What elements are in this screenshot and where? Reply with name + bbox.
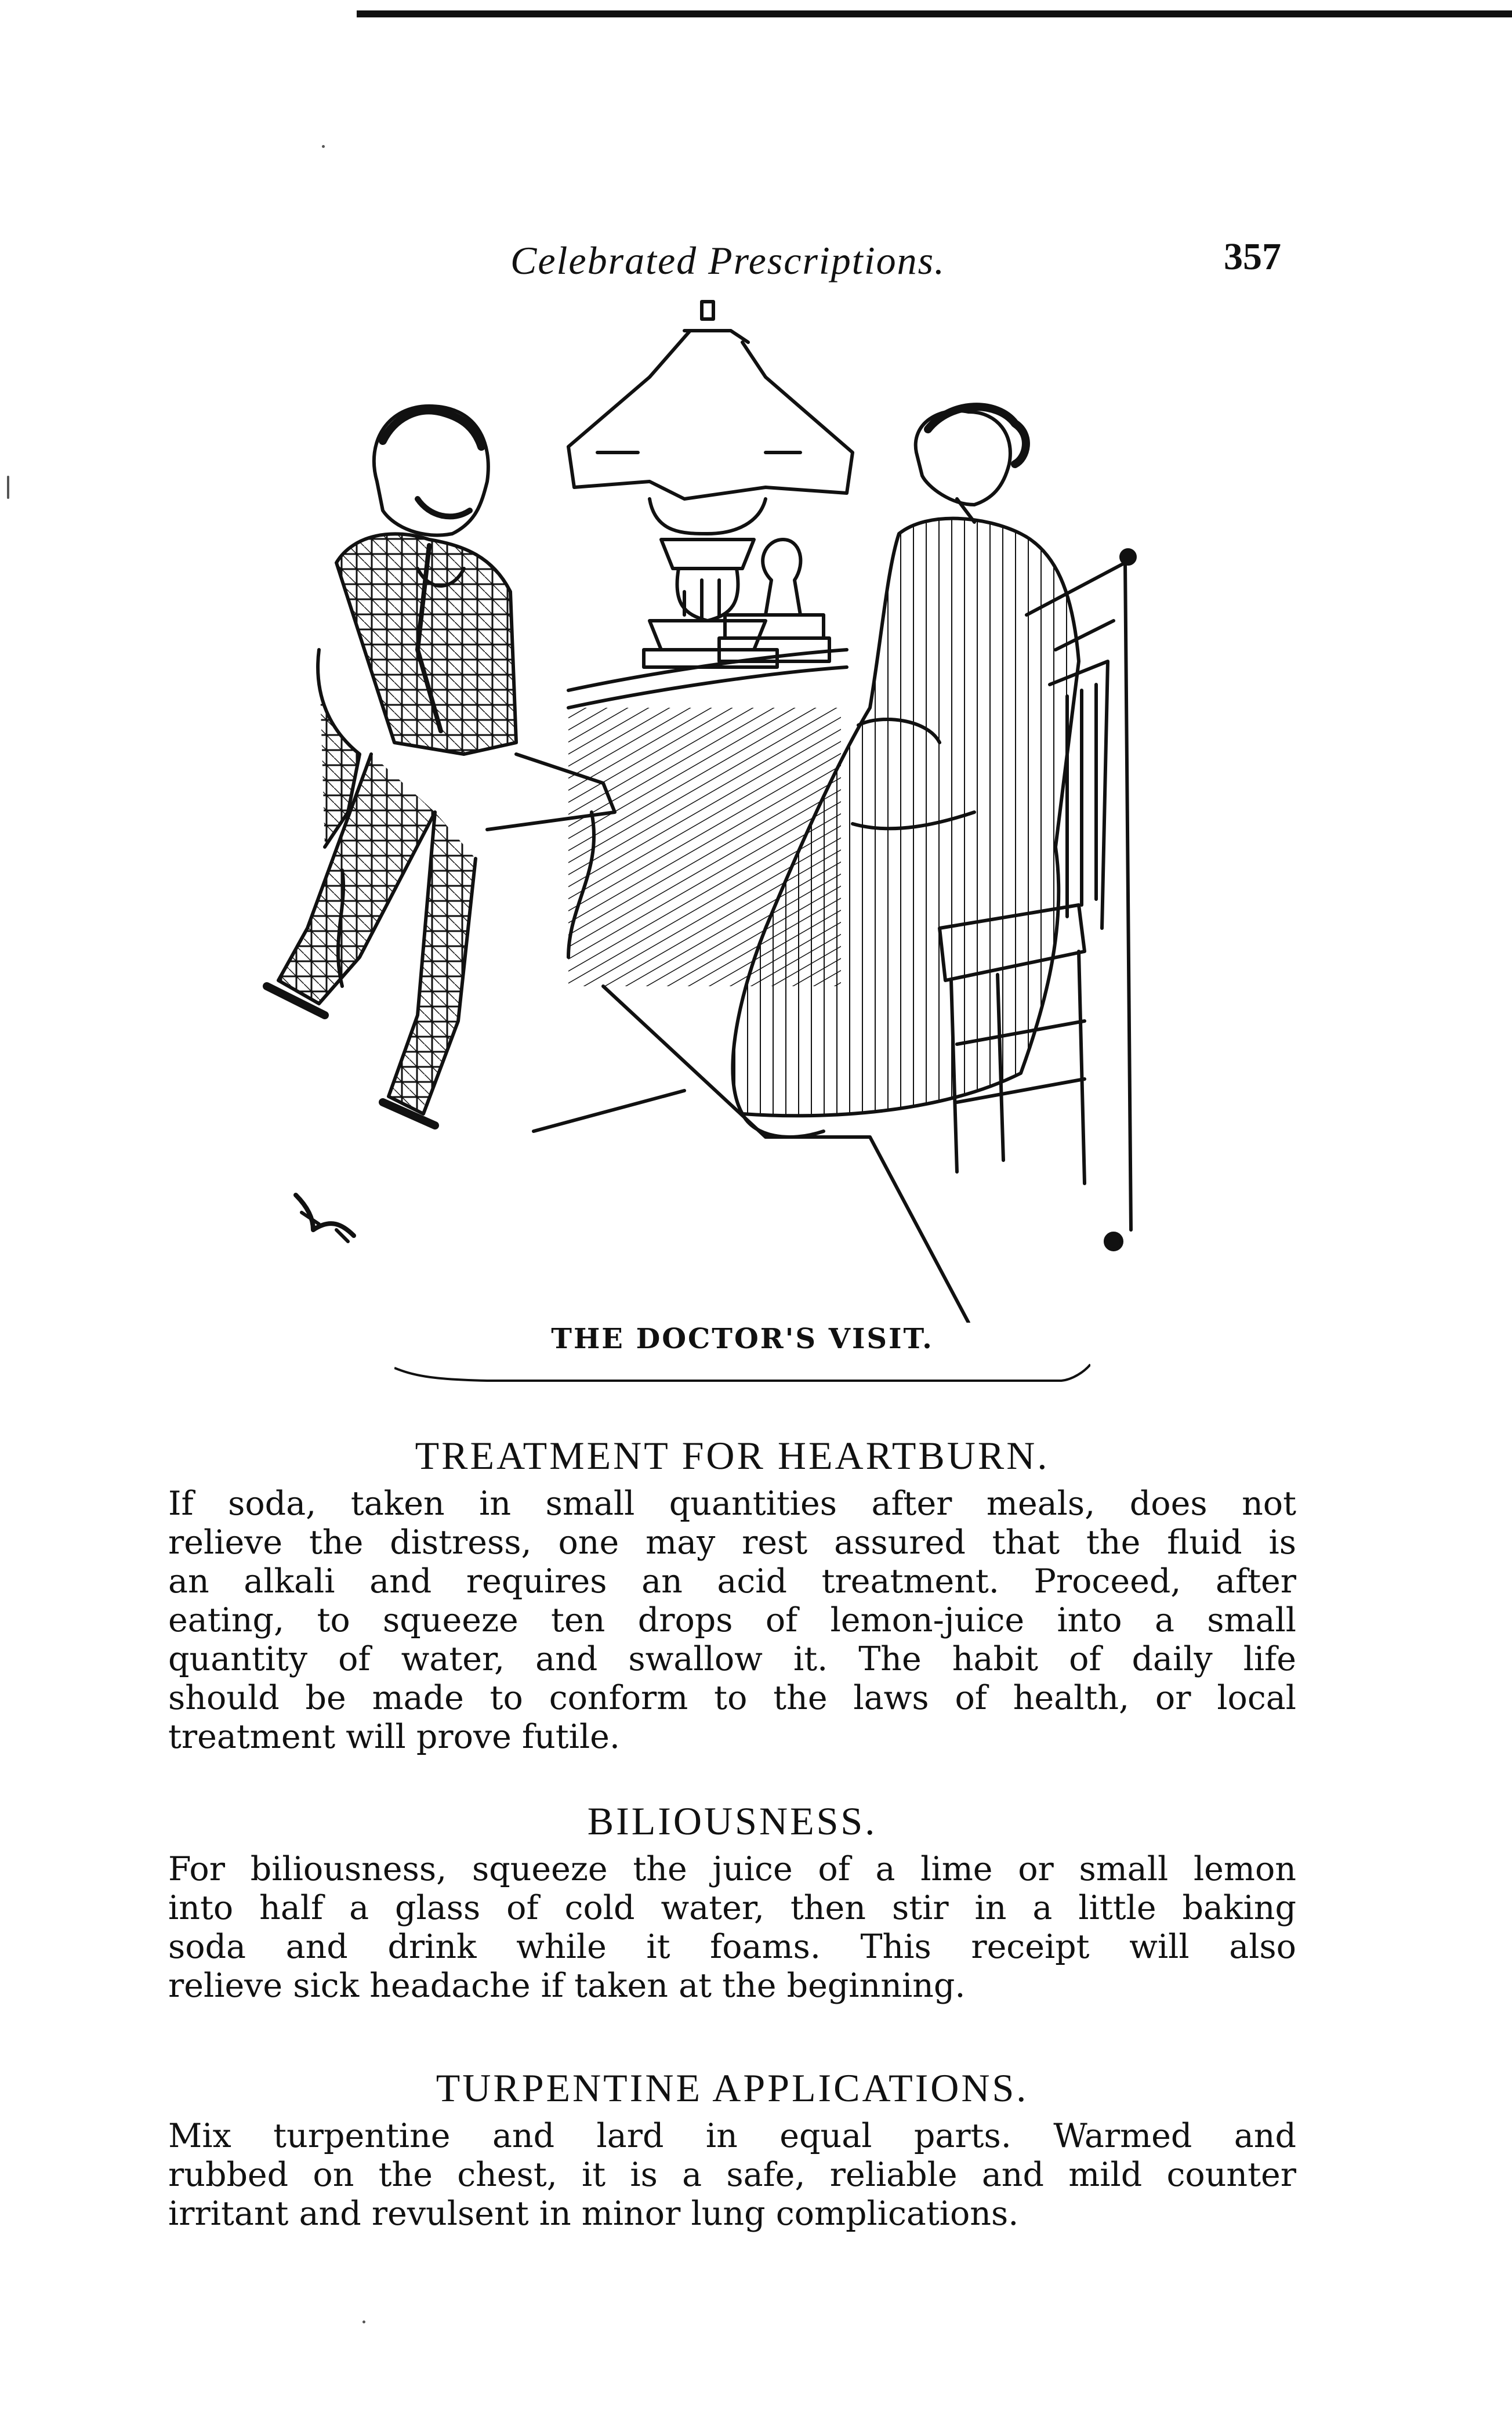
paper-speck xyxy=(7,476,9,499)
text-line: relieve sick headache if taken at the beginning. xyxy=(168,1967,966,2005)
text-line: quantity of water, and swallow it. The habit of daily life xyxy=(168,1640,1296,1678)
doctors-visit-illustration xyxy=(244,290,1259,1323)
text-line: irritant and revulsent in minor lung complications. xyxy=(168,2195,1019,2233)
paper-speck xyxy=(322,145,325,148)
top-rule xyxy=(357,10,1512,17)
section-heading: TREATMENT FOR HEARTBURN. xyxy=(415,1433,1050,1478)
text-line: For biliousness, squeeze the juice of a lime or small lemon xyxy=(168,1850,1296,1888)
section-turpentine xyxy=(168,2065,1296,2233)
text-line: soda and drink while it foams. This receipt will also xyxy=(168,1928,1296,1966)
text-line: an alkali and requires an acid treatment. Proceed, after xyxy=(168,1562,1296,1601)
running-title: Celebrated Prescriptions. xyxy=(510,238,946,283)
doctor-figure xyxy=(267,406,615,1125)
text-line: Mix turpentine and lard in equal parts. Warmed and xyxy=(168,2117,1296,2155)
caption-block xyxy=(394,1323,1090,1386)
text-line: eating, to squeeze ten drops of lemon-juice into a small xyxy=(168,1601,1296,1639)
text-line: should be made to conform to the laws of health, or local xyxy=(168,1679,1296,1717)
lamp xyxy=(568,302,853,667)
section-biliousness xyxy=(168,1798,1296,2005)
text-line: into half a glass of cold water, then stir in a little baking xyxy=(168,1889,1296,1927)
artist-signature xyxy=(296,1195,354,1241)
section-body xyxy=(168,2117,1296,2233)
text-line: treatment will prove futile. xyxy=(168,1718,621,1756)
paper-speck xyxy=(362,2320,365,2323)
section-body xyxy=(168,1485,1296,1757)
text-line: relieve the distress, one may rest assured that the fluid is xyxy=(168,1523,1296,1562)
text-line: If soda, taken in small quantities after meals, does not xyxy=(168,1485,1296,1523)
text-line: rubbed on the chest, it is a safe, reliable and mild counter xyxy=(168,2156,1296,2194)
section-heading: TURPENTINE APPLICATIONS. xyxy=(436,2066,1029,2110)
section-body xyxy=(168,1850,1296,2005)
page-number: 357 xyxy=(1224,236,1281,278)
section-heartburn xyxy=(168,1433,1296,1757)
section-heading: BILIOUSNESS. xyxy=(587,1799,878,1843)
caption-flourish xyxy=(394,1363,1090,1386)
illustration-caption: THE DOCTOR'S VISIT. xyxy=(551,1323,934,1355)
